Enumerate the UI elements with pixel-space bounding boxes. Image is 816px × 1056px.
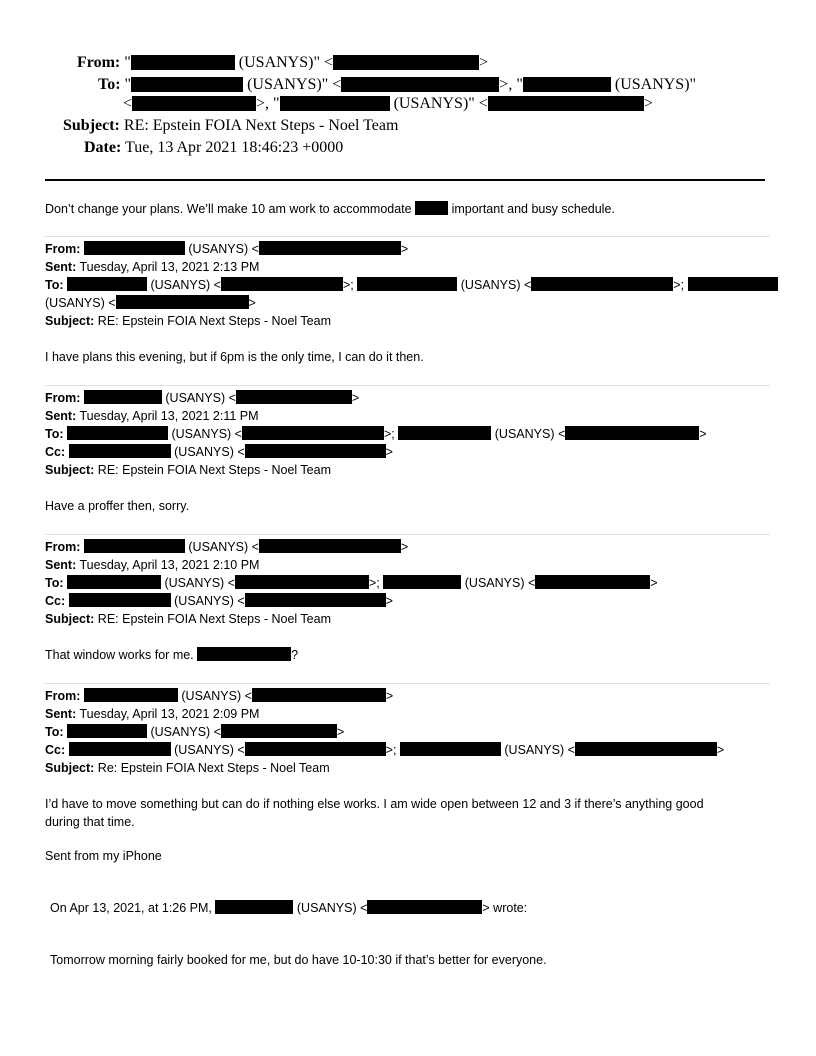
cc-label: Cc:	[45, 743, 66, 757]
redaction	[531, 277, 673, 291]
from-label: From:	[45, 391, 81, 405]
quoted-on-text: On Apr 13, 2021, at 1:26 PM,	[50, 901, 212, 915]
sent-date: Tuesday, April 13, 2021 2:10 PM	[79, 558, 260, 572]
header-divider	[45, 179, 765, 181]
email-3-sent	[45, 556, 259, 574]
redaction	[215, 900, 293, 914]
from-label: From:	[45, 689, 81, 703]
signature-text: Sent from my iPhone	[45, 849, 162, 863]
header-date-label: Date:	[84, 139, 122, 156]
header-to-suffix-1: (USANYS)"	[247, 76, 329, 93]
gt-symbol: >	[479, 54, 489, 71]
sent-label: Sent:	[45, 707, 77, 721]
body-text: I have plans this evening, but if 6pm is the only time, I can do it then.	[45, 350, 424, 364]
redaction	[221, 277, 343, 291]
quote-mark: "	[124, 76, 132, 93]
header-subject-label: Subject:	[63, 117, 120, 134]
gt-symbol: >	[385, 689, 394, 703]
email-1-subject	[45, 312, 331, 330]
email-2-subject	[45, 461, 331, 479]
email-4-subject	[45, 759, 330, 777]
cc-label: Cc:	[45, 445, 66, 459]
redaction	[535, 575, 650, 589]
email-2-sent	[45, 407, 259, 425]
redaction	[197, 647, 291, 661]
header-to-line	[98, 75, 696, 95]
redaction	[69, 444, 171, 458]
usanys-text: (USANYS) <	[504, 743, 575, 757]
separator: >;	[369, 576, 380, 590]
separator: >;	[673, 278, 685, 292]
redaction	[259, 539, 401, 553]
redaction	[488, 96, 644, 111]
redaction	[84, 390, 162, 404]
redaction	[245, 593, 386, 607]
email-1-to-cont	[45, 294, 256, 312]
to-label: To:	[45, 427, 64, 441]
redaction	[565, 426, 699, 440]
email-2-from	[45, 389, 359, 407]
gt-symbol: >	[337, 725, 345, 739]
email-4-sent	[45, 705, 259, 723]
divider	[45, 534, 770, 535]
subject-text: Re: Epstein FOIA Next Steps - Noel Team	[97, 761, 330, 775]
cc-label: Cc:	[45, 594, 66, 608]
header-to-label: To:	[98, 76, 121, 93]
redaction	[132, 96, 256, 111]
body-text: I’d have to move something but can do if nothing else works. I am wide open between 12 and 3 if there’s anything good	[45, 797, 704, 811]
redaction	[131, 77, 243, 92]
redaction	[84, 688, 178, 702]
gt-symbol: >	[400, 242, 409, 256]
email-3-to	[45, 574, 658, 592]
to-label: To:	[45, 725, 64, 739]
sent-label: Sent:	[45, 558, 77, 572]
email-2-cc	[45, 443, 393, 461]
redaction	[242, 426, 384, 440]
email-3-subject	[45, 610, 331, 628]
email-1-to	[45, 276, 778, 294]
header-from-label: From:	[77, 54, 121, 71]
usanys-text: (USANYS) <	[150, 725, 221, 739]
separator: >;	[384, 427, 395, 441]
redaction	[367, 900, 482, 914]
subject-label: Subject:	[45, 612, 95, 626]
lt-symbol: <	[123, 95, 133, 112]
gt-symbol: >	[643, 95, 653, 112]
redaction	[688, 277, 778, 291]
gt-symbol: >	[351, 391, 360, 405]
redaction	[341, 77, 499, 92]
from-label: From:	[45, 242, 81, 256]
body-text: Tomorrow morning fairly booked for me, but do have 10-10:30 if that’s better for everyone.	[50, 953, 547, 967]
gt-symbol: >	[699, 427, 707, 441]
header-date-line	[84, 138, 343, 158]
redaction	[67, 575, 161, 589]
usanys-text: (USANYS) <	[174, 743, 245, 757]
divider	[45, 683, 770, 684]
redaction	[575, 742, 717, 756]
header-from-suffix: (USANYS)"	[238, 54, 320, 71]
redaction	[398, 426, 491, 440]
usanys-text: (USANYS) <	[164, 576, 235, 590]
redaction	[69, 742, 171, 756]
separator: >;	[385, 743, 397, 757]
usanys-text: (USANYS) <	[494, 427, 566, 441]
usanys-text: (USANYS) <	[460, 278, 532, 292]
sent-date: Tuesday, April 13, 2021 2:11 PM	[79, 409, 259, 423]
subject-label: Subject:	[45, 314, 95, 328]
email-4-cc	[45, 741, 724, 759]
lt-symbol: <	[332, 76, 342, 93]
from-label: From:	[45, 540, 81, 554]
redaction	[84, 539, 185, 553]
email-3-body	[45, 646, 298, 664]
usanys-text: (USANYS) <	[45, 296, 116, 310]
subject-text: RE: Epstein FOIA Next Steps - Noel Team	[97, 314, 331, 328]
usanys-text: (USANYS) <	[150, 278, 221, 292]
email-2-to	[45, 425, 707, 443]
body-text: Have a proffer then, sorry.	[45, 499, 190, 513]
header-to-line-2	[123, 94, 653, 114]
usanys-text: (USANYS) <	[296, 901, 368, 915]
divider	[45, 385, 770, 386]
to-label: To:	[45, 576, 64, 590]
divider	[45, 236, 770, 237]
email-4-body-line-1	[45, 795, 704, 813]
usanys-text: (USANYS) <	[181, 689, 252, 703]
email-2-body	[45, 497, 189, 515]
redaction	[383, 575, 461, 589]
subject-text: RE: Epstein FOIA Next Steps - Noel Team	[97, 463, 331, 477]
email-3-from	[45, 538, 408, 556]
redaction	[67, 426, 168, 440]
separator: >;	[343, 278, 354, 292]
redaction	[69, 593, 171, 607]
subject-label: Subject:	[45, 761, 95, 775]
opening-text-end: important and busy schedule.	[451, 202, 615, 216]
usanys-text: (USANYS) <	[188, 242, 259, 256]
body-text-end: ?	[291, 648, 299, 662]
gt-symbol: >	[385, 445, 393, 459]
to-label: To:	[45, 278, 64, 292]
redaction	[221, 724, 337, 738]
sent-label: Sent:	[45, 409, 77, 423]
sent-label: Sent:	[45, 260, 77, 274]
email-3-cc	[45, 592, 393, 610]
quoted-body	[50, 951, 547, 969]
redaction	[252, 688, 386, 702]
separator: >, "	[499, 76, 523, 93]
email-4-body-line-2	[45, 813, 135, 831]
header-subject-line	[63, 116, 398, 136]
lt-symbol: <	[323, 54, 334, 71]
header-to-suffix-3: (USANYS)"	[393, 95, 475, 112]
gt-symbol: >	[248, 296, 256, 310]
quote-mark: "	[124, 54, 131, 71]
email-4-to	[45, 723, 344, 741]
redaction	[523, 77, 611, 92]
redaction	[84, 241, 185, 255]
redaction	[116, 295, 249, 309]
header-to-suffix-2: (USANYS)"	[614, 76, 697, 93]
usanys-text: (USANYS) <	[171, 427, 242, 441]
separator: >, "	[256, 95, 280, 112]
sent-date: Tuesday, April 13, 2021 2:09 PM	[79, 707, 260, 721]
email-4-signature	[45, 847, 162, 865]
body-text: during that time.	[45, 815, 135, 829]
gt-symbol: >	[400, 540, 409, 554]
redaction	[67, 277, 147, 291]
usanys-text: (USANYS) <	[174, 445, 245, 459]
redaction	[280, 96, 390, 111]
redaction	[67, 724, 147, 738]
redaction	[259, 241, 401, 255]
redaction	[235, 575, 369, 589]
subject-label: Subject:	[45, 463, 95, 477]
opening-text: Don’t change your plans. We’ll make 10 am work to accommodate	[45, 202, 412, 216]
usanys-text: (USANYS) <	[165, 391, 236, 405]
body-text: That window works for me.	[45, 648, 194, 662]
email-1-sent	[45, 258, 259, 276]
email-1-from	[45, 240, 408, 258]
redaction	[400, 742, 501, 756]
redaction	[333, 55, 479, 70]
redaction	[236, 390, 352, 404]
email-1-body	[45, 348, 424, 366]
wrote-text: > wrote:	[482, 901, 528, 915]
redaction	[415, 201, 448, 215]
usanys-text: (USANYS) <	[174, 594, 245, 608]
header-from-line	[77, 53, 488, 73]
redaction	[131, 55, 235, 70]
usanys-text: (USANYS) <	[464, 576, 536, 590]
gt-symbol: >	[385, 594, 393, 608]
subject-text: RE: Epstein FOIA Next Steps - Noel Team	[97, 612, 331, 626]
header-subject: RE: Epstein FOIA Next Steps - Noel Team	[123, 117, 399, 134]
redaction	[357, 277, 457, 291]
redaction	[245, 444, 386, 458]
opening-message	[45, 200, 615, 218]
quoted-attribution	[50, 899, 527, 917]
redaction	[245, 742, 386, 756]
header-date: Tue, 13 Apr 2021 18:46:23 +0000	[125, 139, 344, 156]
gt-symbol: >	[650, 576, 658, 590]
email-4-from	[45, 687, 393, 705]
sent-date: Tuesday, April 13, 2021 2:13 PM	[79, 260, 260, 274]
usanys-text: (USANYS) <	[188, 540, 259, 554]
gt-symbol: >	[716, 743, 725, 757]
lt-symbol: <	[478, 95, 488, 112]
